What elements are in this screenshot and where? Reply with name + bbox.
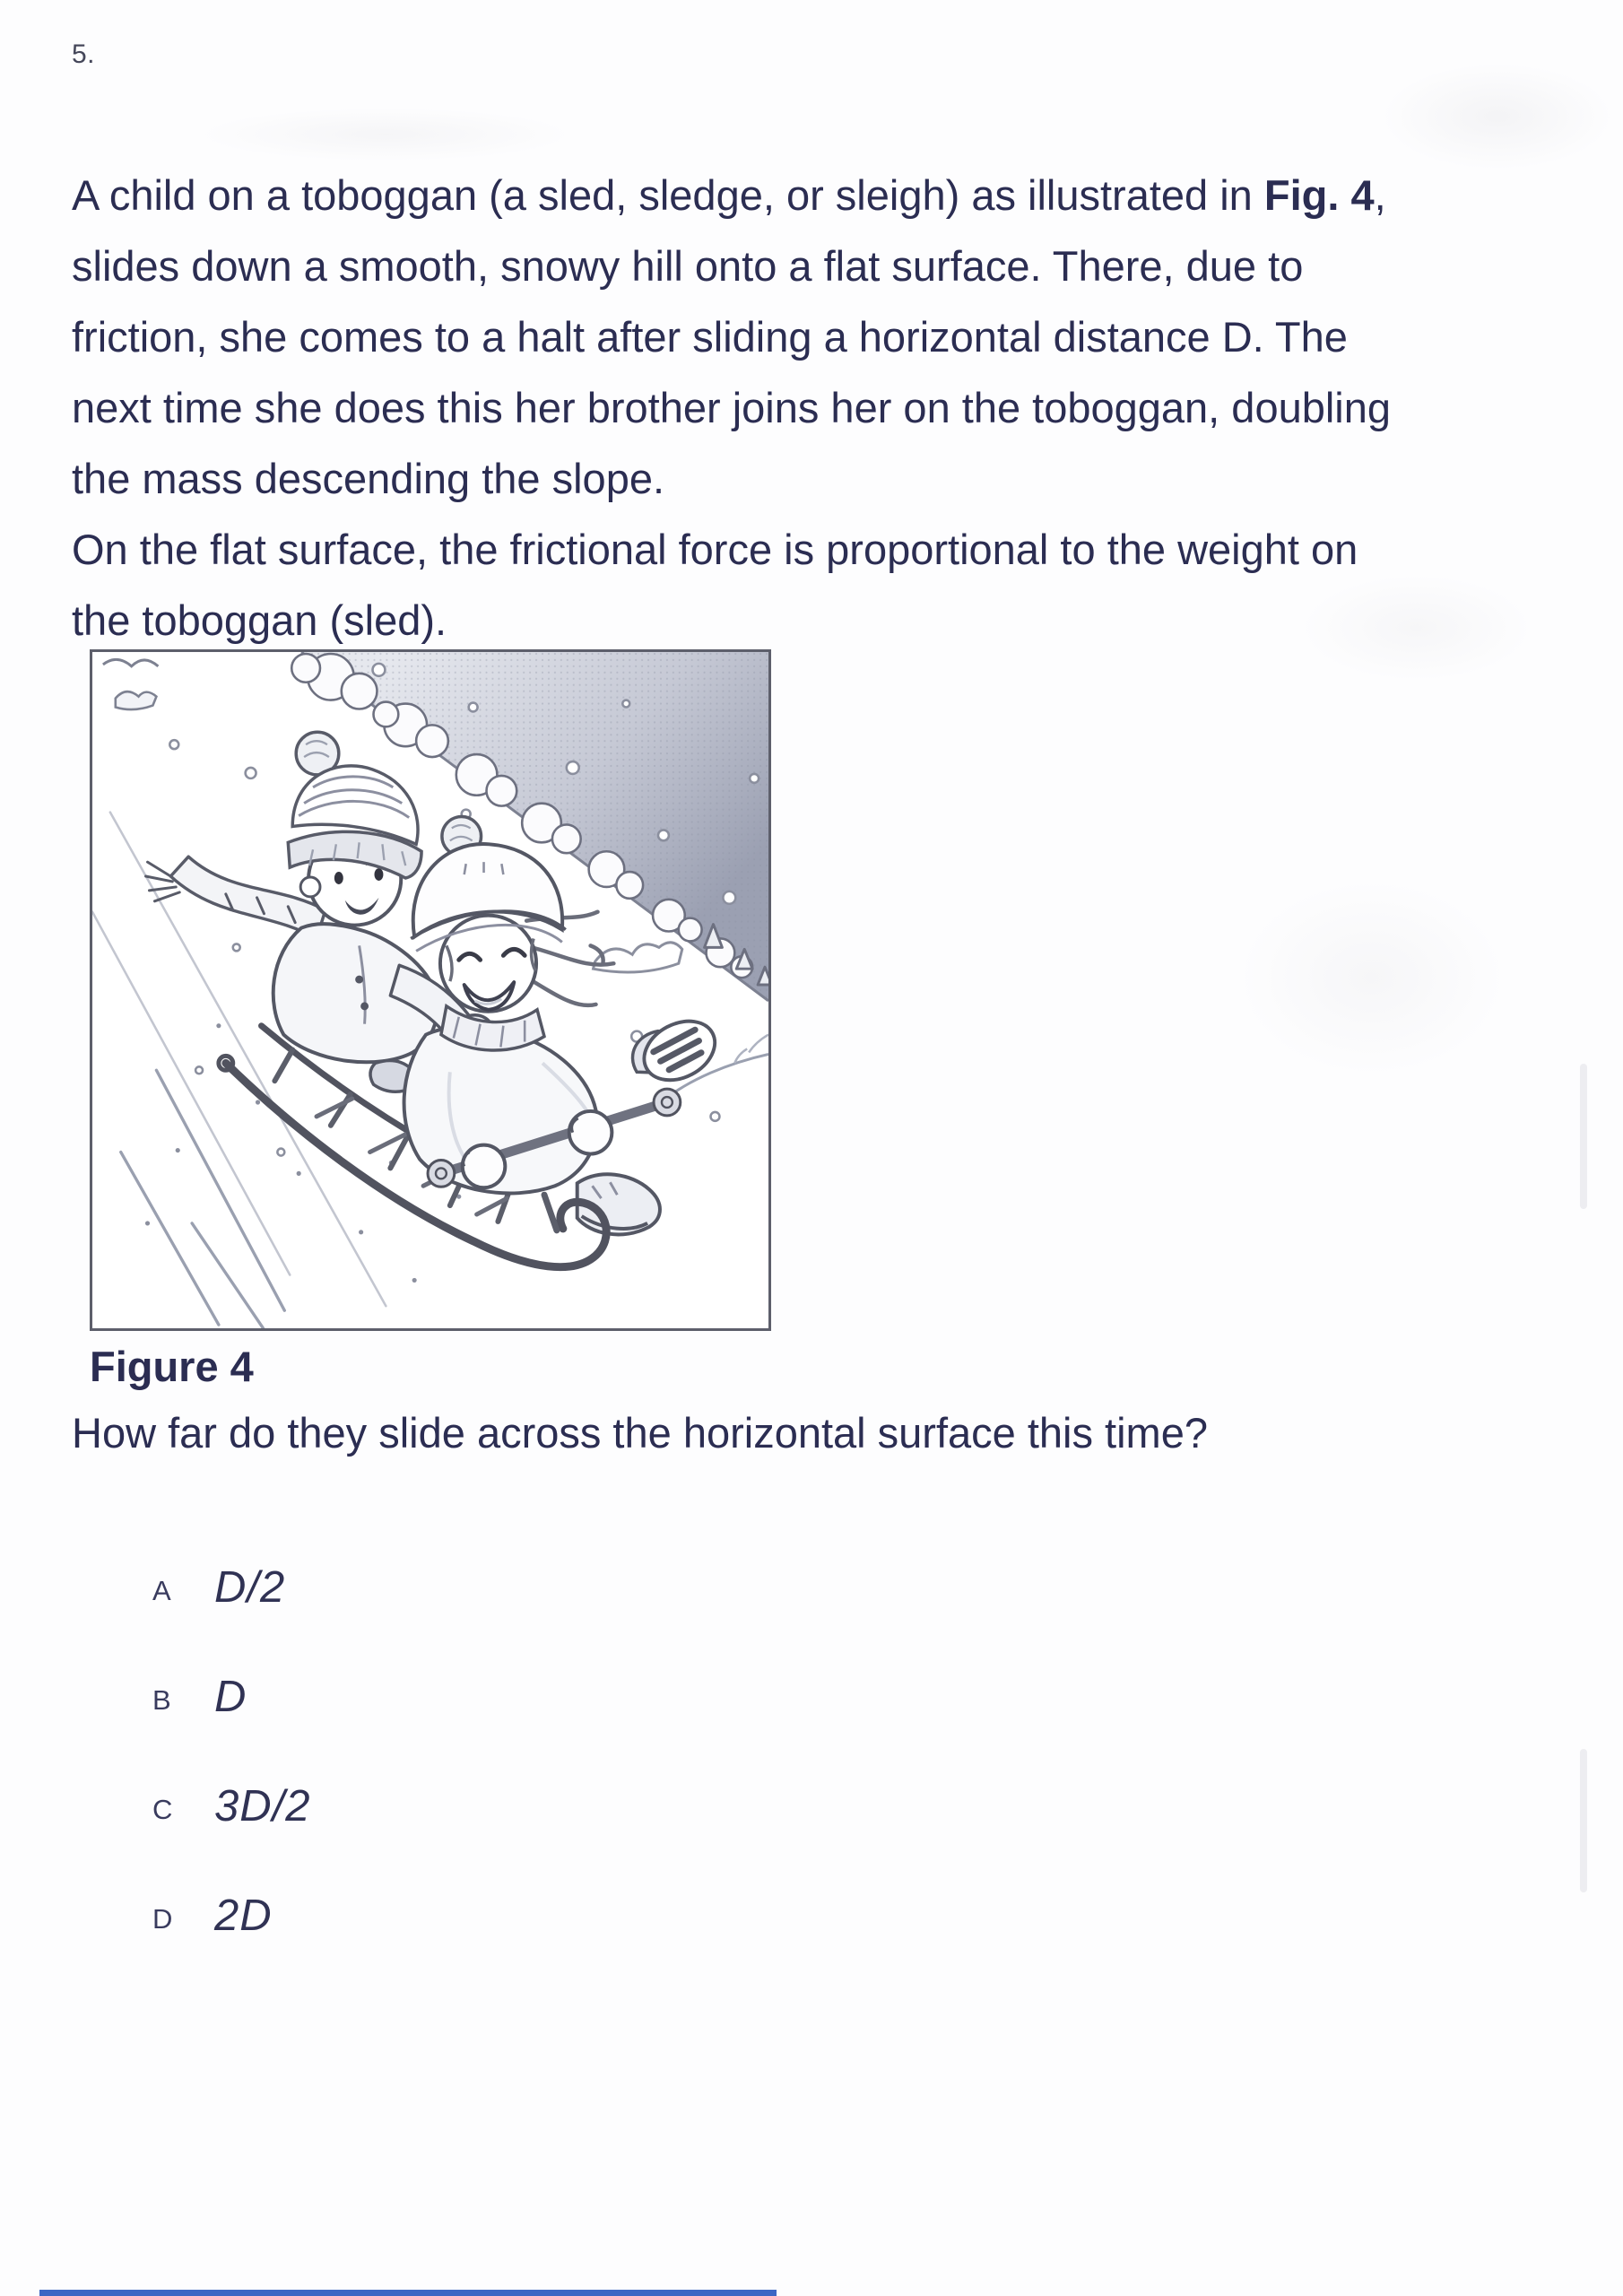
- paragraph-line: On the flat surface, the frictional force is proportional to the weight on: [72, 526, 1358, 573]
- scrollbar-remnant: [1580, 1064, 1587, 1209]
- paragraph-line: next time she does this her brother joins her on the toboggan, doubling: [72, 384, 1392, 431]
- figure-frame: [90, 649, 771, 1331]
- figure-4: [90, 649, 771, 1331]
- bottom-blue-bar: [39, 2290, 777, 2296]
- paragraph-line: the mass descending the slope.: [72, 455, 665, 502]
- option-value: D: [214, 1673, 247, 1721]
- option-letter: B: [152, 1684, 171, 1716]
- option-value: 2D: [214, 1892, 273, 1940]
- option-c[interactable]: [0, 1781, 1623, 1891]
- question-text: How far do they slide across the horizontal surface this time?: [72, 1409, 1208, 1457]
- option-letter: A: [152, 1575, 171, 1606]
- scrollbar-remnant: [1580, 1749, 1587, 1892]
- option-letter: C: [152, 1794, 173, 1825]
- paragraph-text: A child on a toboggan (a sled, sledge, or sleigh) as illustrated in: [72, 171, 1264, 219]
- option-letter: D: [152, 1903, 173, 1935]
- paragraph-line: friction, she comes to a halt after sliding a horizontal distance D. The: [72, 313, 1348, 361]
- option-value: 3D/2: [214, 1782, 311, 1831]
- scan-smudge: [1237, 879, 1506, 1076]
- scan-smudge: [197, 108, 574, 161]
- question-number: 5.: [72, 39, 96, 69]
- option-d[interactable]: [0, 1891, 1623, 2000]
- question-paragraph: [72, 160, 1391, 656]
- scan-smudge: [1381, 63, 1614, 170]
- option-b[interactable]: [0, 1672, 1623, 1781]
- sledding-illustration: [92, 652, 768, 1328]
- paragraph-text: ,: [1374, 171, 1386, 219]
- figure-caption: Figure 4: [90, 1343, 254, 1390]
- answer-options: [0, 1562, 1623, 2000]
- option-a[interactable]: [0, 1562, 1623, 1672]
- paragraph-line: [72, 160, 1391, 230]
- paragraph-line: slides down a smooth, snowy hill onto a flat surface. There, due to: [72, 242, 1304, 290]
- figure-reference: Fig. 4: [1263, 171, 1375, 219]
- paragraph-line: the toboggan (sled).: [72, 596, 447, 644]
- option-value: D/2: [214, 1563, 286, 1612]
